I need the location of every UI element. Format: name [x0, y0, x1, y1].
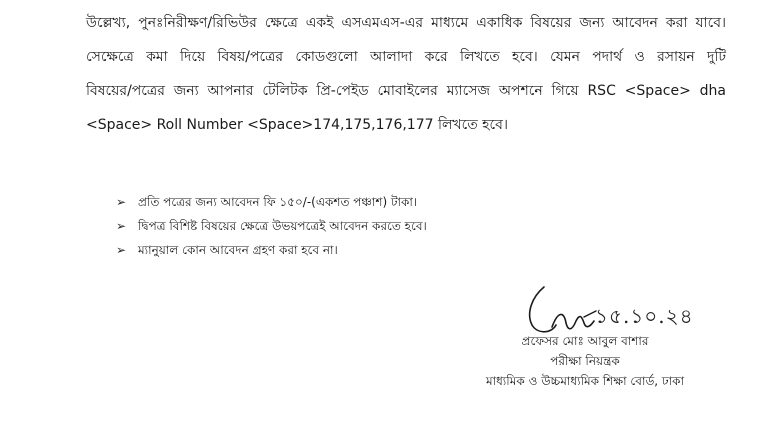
signatory-block [450, 331, 720, 391]
bullet-list [116, 190, 427, 262]
list-item [116, 238, 427, 262]
arrow-bullet-icon: ➢ [116, 219, 127, 233]
list-item [116, 214, 427, 238]
signature-date: ১৫.১০.২৪ [595, 304, 694, 328]
arrow-bullet-icon: ➢ [116, 195, 127, 209]
notice-paragraph [86, 6, 726, 142]
notice-line: বিষয়ের/পত্রের জন্য আপনার টেলিটক প্রি-পেইড মোবাইলের ম্যাসেজ অপশনে গিয়ে RSC <Space> dha [86, 83, 726, 99]
bullet-text: দ্বিপত্র বিশিষ্ট বিষয়ের ক্ষেত্রে উভয়পত্রেই আবেদন করতে হবে। [138, 219, 427, 233]
notice-line: সেক্ষেত্রে কমা দিয়ে বিষয়/পত্রের কোডগুলো আলাদা করে লিখতে হবে। যেমন পদার্থ ও রসায়ন দুটি [86, 49, 726, 65]
list-item [116, 190, 427, 214]
signatory-organization: মাধ্যমিক ও উচ্চমাধ্যমিক শিক্ষা বোর্ড, ঢাকা [485, 374, 685, 388]
notice-line: উল্লেখ্য, পুনঃনিরীক্ষণ/রিভিউর ক্ষেত্রে একই এসএমএস-এর মাধ্যমে একাধিক বিষয়ের জন্য আবেদন করা যাবে। [86, 15, 726, 31]
bullet-text: ম্যানুয়াল কোন আবেদন গ্রহণ করা হবে না। [138, 243, 338, 257]
notice-line: <Space> Roll Number <Space>174,175,176,177 লিখতে হবে। [86, 117, 508, 133]
signatory-name: প্রফেসর মোঃ আবুল বাশার [521, 334, 649, 348]
signatory-designation: পরীক্ষা নিয়ন্ত্রক [550, 354, 620, 368]
bullet-text: প্রতি পত্রের জন্য আবেদন ফি ১৫০/-(একশত পঞ্চাশ) টাকা। [138, 195, 418, 209]
arrow-bullet-icon: ➢ [116, 243, 127, 257]
